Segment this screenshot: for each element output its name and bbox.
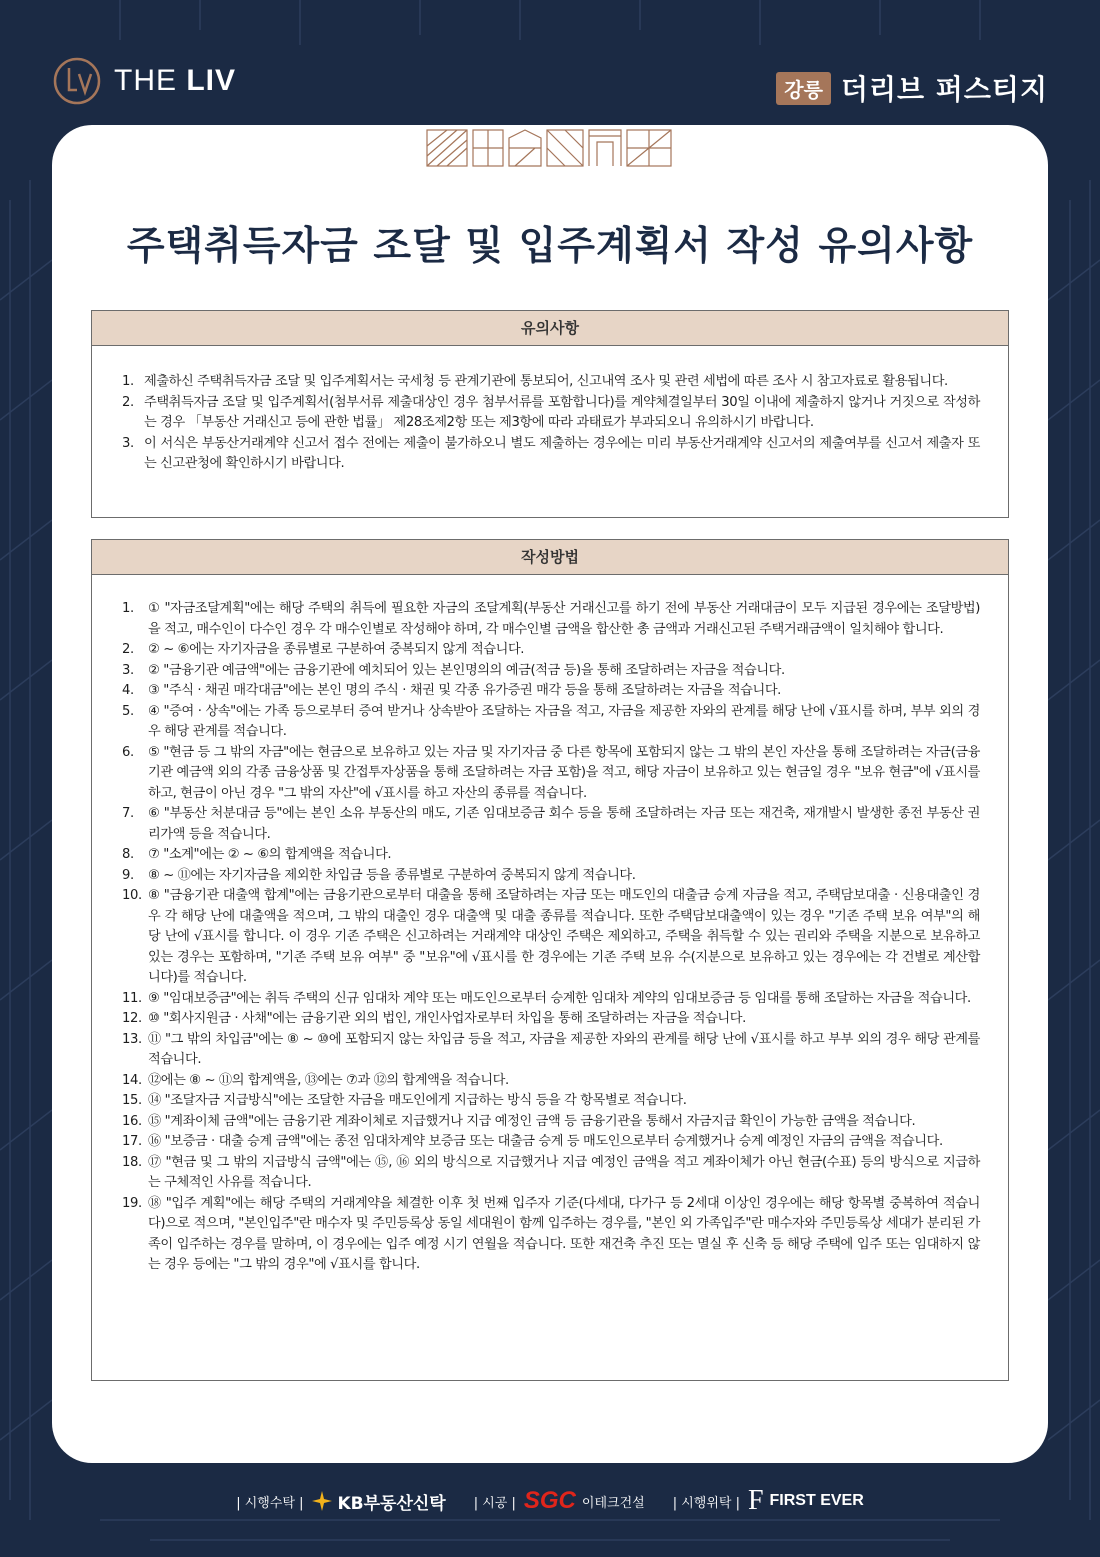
item-text: 이 서식은 부동산거래계약 신고서 접수 전에는 제출이 불가하오니 별도 제출하는 경우에는 미리 부동산거래계약 신고서의 제출여부를 신고서 제출자 또는 신고관청에 확인하시기 바랍니다. (144, 435, 980, 471)
list-item (122, 1009, 980, 1030)
item-text: ⑯ "보증금 · 대출 승계 금액"에는 종전 임대차계약 보증금 또는 대출금 승계 등 매도인으로부터 승계했거나 승계 예정인 자금의 금액을 적습니다. (148, 1134, 943, 1149)
item-text: ⑰ "현금 및 그 밖의 지급방식 금액"에는 ⑮, ⑯ 외의 방식으로 지급했거나 지급 예정인 금액을 적고 계좌이체가 아닌 현금(수표) 등의 방식으로 지급하는 구체적인 사유를 적습니다. (148, 1154, 980, 1190)
item-number: 3. (122, 662, 134, 678)
item-number: 2. (122, 642, 134, 657)
item-number: 1. (122, 374, 134, 389)
list-item (122, 743, 980, 805)
item-number: 14. (122, 1072, 142, 1088)
list-item (122, 681, 980, 702)
developer-group (673, 1485, 864, 1517)
item-number: 9. (122, 867, 134, 883)
sgc-logo: SGC (523, 1487, 576, 1514)
notice-list (92, 346, 1008, 475)
developer-name: FIRST EVER (769, 1492, 864, 1509)
item-text: ⑤ "현금 등 그 밖의 자금"에는 현금으로 보유하고 있는 자금 및 자기자금 중 다른 항목에 포함되지 않는 그 밖의 본인 자산을 통해 조달하려는 자금(금융기관 예금액 외의 각종 금융상품 및 간접투자상품을 통해 조달하려는 자금 포함)을 적고, 해당 자금이 보유하고 있는 현금일 경우 "보유 현금"에 √표시를 하고, 현금이 아닌 경우 "그 밖의 자산"에 √표시를 하고 자산의 종류를 적습니다. (148, 744, 980, 801)
item-text: ⑩ "회사지원금 · 사채"에는 금융기관 외의 법인, 개인사업자로부터 차입을 통해 조달하려는 자금을 적습니다. (148, 1011, 746, 1026)
item-text: ⑧ ~ ⑪에는 자기자금을 제외한 차입금 등을 종류별로 구분하여 중복되지 않게 적습니다. (148, 867, 636, 883)
item-text: ⑦ "소계"에는 ② ~ ⑥의 합계액을 적습니다. (148, 847, 392, 862)
item-number: 5. (122, 703, 134, 719)
item-text: 주택취득자금 조달 및 입주계획서(첨부서류 제출대상인 경우 첨부서류를 포함합니다)를 계약체결일부터 30일 이내에 제출하지 않거나 거짓으로 작성하는 경우 「부동산 거래신고 등에 관한 법률」 제28조제2항 또는 제3항에 따라 과태료가 부과되오니 유의하시기 바랍니다. (144, 394, 980, 430)
list-item (122, 866, 980, 887)
item-text: ⑨ "임대보증금"에는 취득 주택의 신규 임대차 계약 또는 매도인으로부터 승계한 임대차 계약의 임대보증금 등 임대를 통해 조달하는 자금을 적습니다. (148, 990, 971, 1006)
item-number: 3. (122, 435, 134, 451)
list-item (122, 599, 980, 640)
list-item (122, 434, 980, 475)
project-name: 더리브 퍼스티지 (840, 73, 1048, 106)
list-item (122, 845, 980, 866)
logo-text (114, 64, 236, 98)
item-number: 4. (122, 683, 134, 698)
notice-heading: 유의사항 (92, 311, 1008, 346)
project-brand (776, 68, 1048, 108)
item-text: 제출하신 주택취득자금 조달 및 입주계획서는 국세청 등 관계기관에 통보되어, 신고내역 조사 및 관련 세법에 따른 조사 시 참고자료로 활용됩니다. (144, 374, 948, 389)
decorative-building-icon (425, 128, 675, 168)
item-number: 1. (122, 601, 134, 616)
trustee-name: KB부동산신탁 (337, 1493, 446, 1514)
list-item (122, 886, 980, 989)
item-text: ⑮ "계좌이체 금액"에는 금융기관 계좌이체로 지급했거나 지급 예정인 금액 등 금융기관을 통해서 자금지급 확인이 가능한 금액을 적습니다. (148, 1113, 916, 1129)
page-title: 주택취득자금 조달 및 입주계획서 작성 유의사항 (126, 224, 974, 269)
kb-logo (311, 1489, 445, 1514)
document-card (52, 125, 1048, 1463)
list-item (122, 1091, 980, 1112)
list-item (122, 1194, 980, 1276)
list-item (122, 661, 980, 682)
first-ever-mark: F (747, 1485, 764, 1516)
builder-group (474, 1487, 645, 1515)
item-text: ⑧ "금융기관 대출액 합계"에는 금융기관으로부터 대출을 통해 조달하려는 자금 또는 매도인의 대출금 승계 자금을 적고, 주택담보대출 · 신용대출인 경우 각 해당 난에 대출액을 적으며, 그 밖의 대출인 경우 대출액 및 대출 종류를 적습니다. 또한 주택담보대출액이 있는 경우 "기존 주택 보유 여부"의 해당 난에 √표시를 합니다. 이 경우 기존 주택은 신고하려는 거래계약 대상인 주택은 제외하고, 주택을 취득할 수 있는 권리와 주택을 지분으로 보유하고 있는 경우는 포함하며, "기존 주택 보유 여부" 중 "보유"에 √표시를 한 경우에는 기존 주택 보유 수(지분으로 보유하고 있는 경우에는 각 건별로 계산합니다)를 적습니다. (148, 888, 980, 985)
item-number: 11. (122, 990, 142, 1006)
trustee-group (236, 1489, 446, 1514)
logo-text-strong: LIV (186, 64, 237, 97)
trustee-label: | 시행수탁 | (236, 1495, 304, 1511)
item-number: 18. (122, 1154, 142, 1170)
list-item (122, 1071, 980, 1092)
list-item (122, 640, 980, 661)
item-text: ④ "증여 · 상속"에는 가족 등으로부터 증여 받거나 상속받아 조달하는 자금을 적고, 자금을 제공한 자와의 관계를 해당 난에 √표시를 하며, 부부 외의 경우 해당 관계를 적습니다. (148, 703, 980, 739)
builder-label: | 시공 | (473, 1495, 516, 1511)
list-item (122, 989, 980, 1010)
item-text: ③ "주식 · 채권 매각대금"에는 본인 명의 주식 · 채권 및 각종 유가증권 매각 등을 통해 조달하려는 자금을 적습니다. (148, 683, 781, 698)
item-text: ⑭ "조달자금 지급방식"에는 조달한 자금을 매도인에게 지급하는 방식 등을 각 항목별로 적습니다. (148, 1093, 687, 1108)
item-text: ⑫에는 ⑧ ~ ⑪의 합계액을, ⑬에는 ⑦과 ⑫의 합계액을 적습니다. (148, 1072, 509, 1088)
kb-star-icon (311, 1490, 333, 1512)
region-badge: 강릉 (776, 72, 831, 105)
item-text: ① "자금조달계획"에는 해당 주택의 취득에 필요한 자금의 조달계획(부동산 거래신고를 하기 전에 부동산 거래대금이 모두 지급된 경우에는 조달방법)을 적고, 매수인이 다수인 경우 각 매수인별로 작성해야 하며, 각 매수인별 금액을 합산한 총 금액과 거래신고된 주택거래금액이 일치해야 합니다. (148, 601, 980, 637)
method-section (91, 539, 1009, 1381)
item-number: 10. (122, 888, 142, 903)
item-number: 6. (122, 744, 134, 760)
item-text: ⑪ "그 밖의 차입금"에는 ⑧ ~ ⑩에 포함되지 않는 차입금 등을 적고, 자금을 제공한 자와의 관계를 해당 난에 √표시를 하고 부부 외의 경우 해당 관계를 적습니다. (148, 1031, 980, 1067)
list-item (122, 1153, 980, 1194)
list-item (122, 1132, 980, 1153)
builder-name: 이테크건설 (581, 1495, 645, 1511)
item-number: 13. (122, 1031, 142, 1047)
liv-emblem-icon (52, 56, 102, 106)
notice-section (91, 310, 1009, 518)
developer-label: | 시행위탁 | (672, 1495, 740, 1511)
item-text: ② "금융기관 예금액"에는 금융기관에 예치되어 있는 본인명의의 예금(적금 등)을 통해 조달하려는 자금을 적습니다. (148, 662, 785, 678)
the-liv-logo (52, 56, 236, 106)
list-item (122, 393, 980, 434)
item-text: ② ~ ⑥에는 자기자금을 종류별로 구분하여 중복되지 않게 적습니다. (148, 642, 525, 657)
method-heading: 작성방법 (92, 540, 1008, 575)
item-number: 12. (122, 1011, 142, 1026)
item-number: 16. (122, 1113, 142, 1129)
item-number: 8. (122, 847, 134, 862)
list-item (122, 702, 980, 743)
method-list (92, 575, 1008, 1276)
list-item (122, 372, 980, 393)
item-number: 17. (122, 1134, 142, 1149)
header (0, 0, 1100, 120)
list-item (122, 1112, 980, 1133)
list-item (122, 804, 980, 845)
item-number: 15. (122, 1093, 142, 1108)
logo-text-prefix: THE (114, 64, 187, 97)
item-text: ⑥ "부동산 처분대금 등"에는 본인 소유 부동산의 매도, 기존 임대보증금 회수 등을 통해 조달하려는 자금 또는 재건축, 재개발시 발생한 종전 부동산 권리가액 등을 적습니다. (148, 806, 980, 842)
item-number: 19. (122, 1195, 142, 1211)
footer (0, 1486, 1100, 1516)
item-number: 7. (122, 806, 134, 821)
item-number: 2. (122, 394, 134, 410)
item-text: ⑱ "입주 계획"에는 해당 주택의 거래계약을 체결한 이후 첫 번째 입주자 기준(다세대, 다가구 등 2세대 이상인 경우에는 해당 항목별 중복하여 적습니다)으로 적으며, "본인입주"란 매수자 및 주민등록상 동일 세대원이 함께 입주하는 경우를, "본인 외 가족입주"란 매수자와 주민등록상 세대가 분리된 가족이 입주하는 경우를 말하며, 이 경우에는 입주 예정 시기 연월을 적습니다. 또한 재건축 추진 또는 멸실 후 신축 등 해당 주택에 입주 또는 임대하지 않는 경우 등에는 "그 밖의 경우"에 √표시를 합니다. (148, 1195, 980, 1272)
list-item (122, 1030, 980, 1071)
